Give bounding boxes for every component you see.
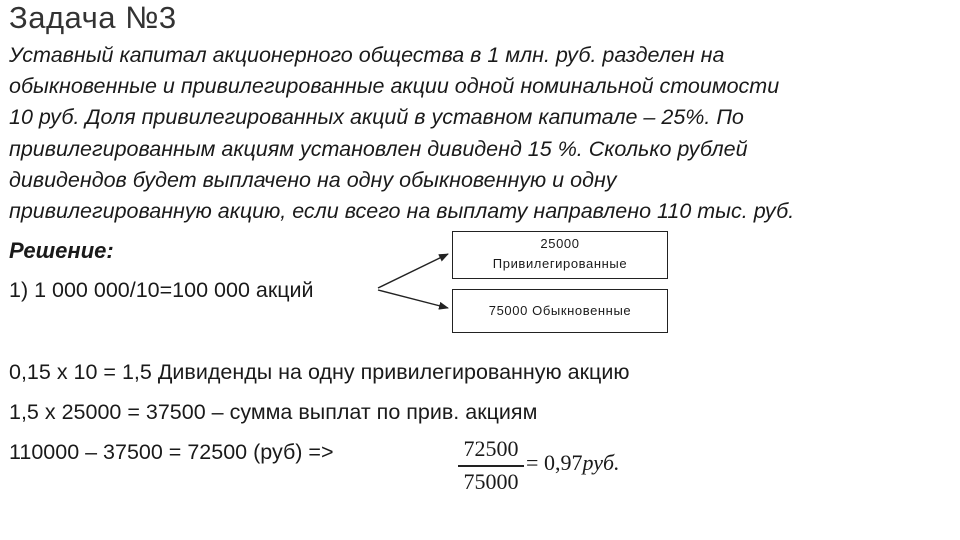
fraction-equals: = [526, 450, 539, 475]
fraction-bar [458, 465, 524, 467]
fraction-result [544, 450, 620, 476]
problem-statement [9, 40, 954, 227]
calc-line: 110000 – 37500 = 72500 (руб) => [9, 440, 334, 464]
fraction-numerator: 72500 [463, 436, 519, 461]
calc-line: 1,5 х 25000 = 37500 – сумма выплат по прив. акциям [9, 400, 538, 424]
ordinary-shares-box: 75000 Обыкновенные [452, 289, 668, 333]
fraction-result-unit: руб. [582, 450, 620, 475]
solution-heading: Решение: [9, 238, 114, 263]
problem-line: привилегированную акцию, если всего на выплату направлено 110 тыс. руб. [9, 199, 795, 224]
arrow-to-ordinary [378, 290, 448, 308]
problem-line: обыкновенные и привилегированные акции одной номинальной стоимости [9, 74, 780, 99]
calc-line: 0,15 х 10 = 1,5 Дивиденды на одну привилегированную акцию [9, 360, 630, 384]
slide-title: Задача №3 [9, 0, 177, 35]
fraction-denominator: 75000 [463, 469, 519, 494]
problem-line: дивидендов будет выплачено на одну обыкновенную и одну [9, 167, 617, 192]
problem-line: привилегированным акциям установлен дивиденд 15 %. Сколько рублей [9, 136, 748, 161]
preferred-shares-count: 25000 [540, 236, 580, 251]
problem-line: 10 руб. Доля привилегированных акций в уставном капитале – 25%. По [9, 105, 744, 130]
preferred-shares-box [452, 231, 668, 279]
problem-line: Уставный капитал акционерного общества в 1 млн. руб. разделен на [9, 43, 725, 67]
fraction-result-value: 0,97 [544, 450, 583, 475]
preferred-shares-label: Привилегированные [492, 256, 628, 271]
solution-step-1: 1) 1 000 000/10=100 000 акций [9, 278, 314, 302]
arrow-to-preferred [378, 254, 448, 288]
